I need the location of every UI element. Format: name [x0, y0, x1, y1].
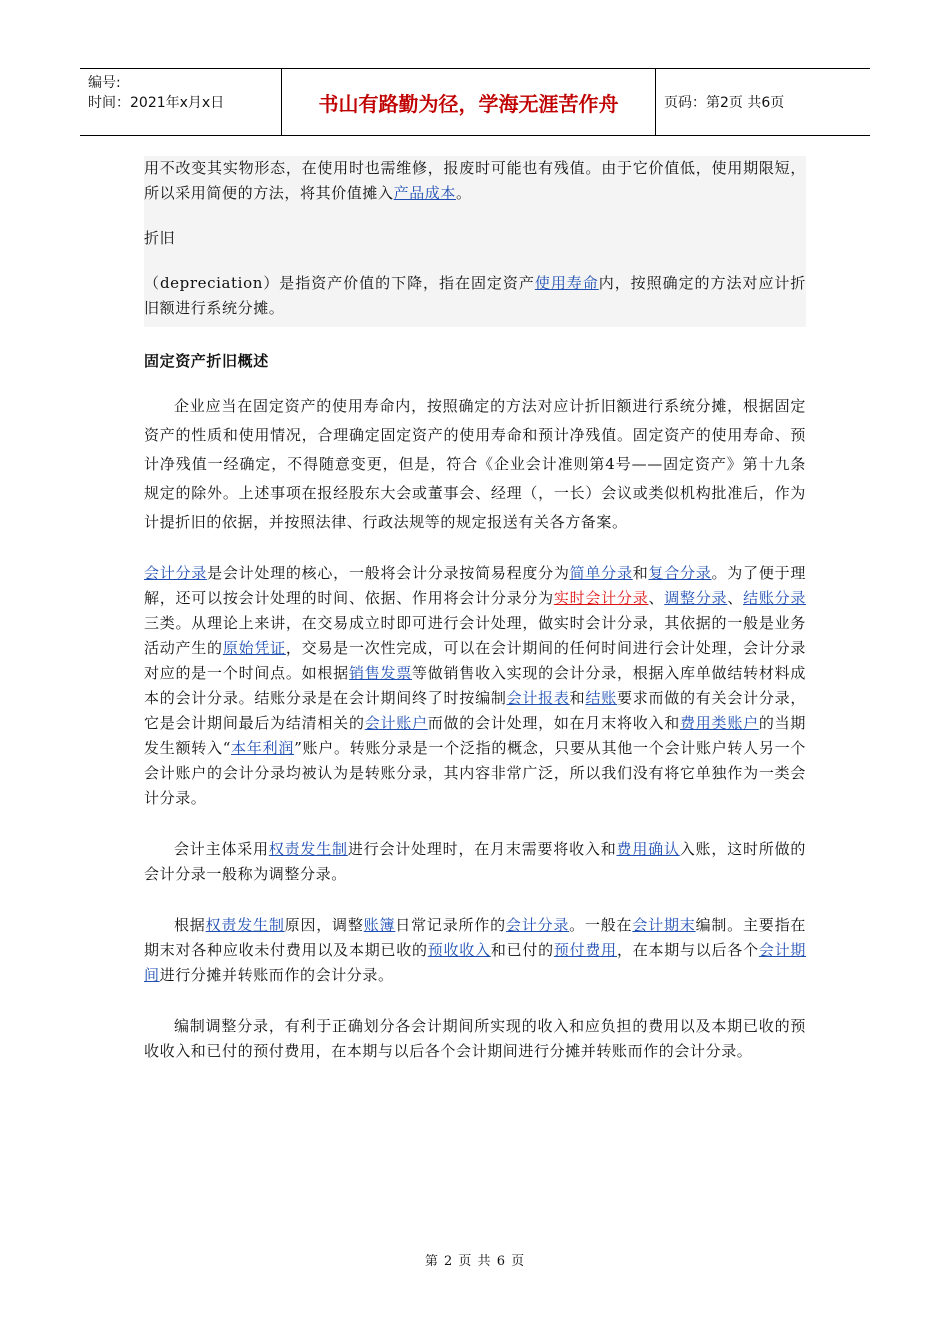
link-journal-entry-2[interactable]: 会计分录 [505, 916, 570, 934]
header-page-label: 页码：第2页 共6页 [664, 95, 785, 111]
paragraph-accrual [144, 837, 806, 887]
link-unearned-revenue[interactable]: 预收收入 [427, 941, 491, 959]
link-closing-entry[interactable]: 结账分录 [743, 589, 806, 607]
link-ledger[interactable]: 账簿 [363, 916, 396, 934]
header-meta [80, 69, 282, 135]
link-accrual-basis-2[interactable]: 权责发生制 [205, 916, 285, 934]
page-header [80, 68, 870, 136]
text: 会计主体采用 [174, 840, 269, 858]
link-journal-entry[interactable]: 会计分录 [144, 564, 208, 582]
text: 的当期发生额转入“ [144, 714, 806, 757]
text: 折旧 [144, 229, 176, 247]
text: 是会计处理的核心，一般将会计分录按简易程度分为 [207, 564, 570, 582]
page-footer: 第 2 页 共 6 页 [424, 1254, 526, 1269]
link-period-end[interactable]: 会计期末 [632, 916, 696, 934]
grey-block [144, 156, 806, 327]
link-sales-invoice[interactable]: 销售发票 [348, 664, 413, 682]
link-adjusting-entry[interactable]: 调整分录 [664, 589, 728, 607]
text: 进行会计处理时，在月末需要将收入和 [347, 840, 617, 858]
paragraph-depreciation-term [144, 226, 806, 251]
document-body [144, 156, 806, 1064]
link-accrual-basis[interactable]: 权责发生制 [268, 840, 348, 858]
link-closing[interactable]: 结账 [585, 689, 617, 707]
text: 和 [632, 564, 649, 582]
text: 编制调整分录，有利于正确划分各会计期间所实现的收入和应负担的费用以及本期已收的预收收入和已付的预付费用，在本期与以后各个会计期间进行分摊并转账而作的会计分录。 [144, 1017, 806, 1060]
link-simple-entry[interactable]: 简单分录 [569, 564, 633, 582]
text: 。一般在 [569, 916, 633, 934]
link-current-year-profit[interactable]: 本年利润 [230, 739, 295, 757]
link-useful-life[interactable]: 使用寿命 [534, 274, 599, 292]
link-prepaid-expense[interactable]: 预付费用 [553, 941, 617, 959]
text: 等做销售收入实现的会计分录，根据入库单做结转材料成本的会计分录。结账分录是在会计期间终了时按编制 [144, 664, 806, 707]
text: 根据 [174, 916, 206, 934]
number-label: 编号: [88, 75, 121, 91]
link-product-cost[interactable]: 产品成本 [393, 184, 457, 202]
paragraph-overview [144, 392, 806, 537]
paragraph-adjusting [144, 913, 806, 988]
link-expense-recognition[interactable]: 费用确认 [616, 840, 680, 858]
paragraph-depreciation-definition [144, 271, 806, 321]
text: 和已付的 [490, 941, 554, 959]
text: 、 [648, 589, 665, 607]
text: 、 [727, 589, 744, 607]
text: （depreciation）是指资产价值的下降，指在固定资产 [144, 274, 535, 292]
text: 。 [456, 184, 472, 202]
text: 三类。从理论上来讲，在交易成立时即可进行会计处理，做实时会计分录，其依据的一般是业务活动产生的 [144, 614, 806, 657]
text: ，交易是一次性完成，可以在会计期间的任何时间进行会计处理，会计分录对应的是一个时间点。如根据 [144, 639, 806, 682]
text: 进行分摊并转账而作的会计分录。 [159, 966, 394, 984]
link-compound-entry[interactable]: 复合分录 [648, 564, 712, 582]
text: 原因，调整 [284, 916, 364, 934]
text: 企业应当在固定资产的使用寿命内，按照确定的方法对应计折旧额进行系统分摊，根据固定资产的性质和使用情况，合理确定固定资产的使用寿命和预计净残值。固定资产的使用寿命、预计净残值一经确定，不得随意变更，但是，符合《企业会计准则第4号——固定资产》第十九条规定的除外。上述事项在报经股东大会或董事会、经理（，一长）会议或类似机构批准后，作为计提折旧的依据，并按照法律、行政法规等的规定报送有关各方备案。 [144, 397, 806, 531]
text: 日常记录所作的 [395, 916, 506, 934]
date-label: 时间：2021年x月x日 [88, 95, 225, 111]
paragraph-prepare-adjusting [144, 1014, 806, 1064]
link-expense-account[interactable]: 费用类账户 [680, 714, 759, 732]
section-heading: 固定资产折旧概述 [144, 352, 269, 370]
text: 要求而做的有关会计分录，它是会计期间最后为结清相关的 [144, 689, 806, 732]
paragraph-journal-entries [144, 561, 806, 811]
text: 和 [569, 689, 586, 707]
link-realtime-entry[interactable]: 实时会计分录 [553, 589, 649, 607]
link-accounting-statements[interactable]: 会计报表 [506, 689, 570, 707]
text: ，在本期与以后各个 [616, 941, 759, 959]
text: 编制。主要指在期末对各种应收未付费用以及本期已收的 [144, 916, 807, 959]
text: 内，按照确定的方法对应计折旧额进行系统分摊。 [144, 274, 806, 317]
text: 。为了便于理解，还可以按会计处理的时间、依据、作用将会计分录分为 [144, 564, 806, 607]
text: 而做的会计处理，如在月末将收入和 [427, 714, 681, 732]
link-source-document[interactable]: 原始凭证 [222, 639, 286, 657]
header-motto: 书山有路勤为径，学海无涯苦作舟 [282, 69, 656, 135]
text: 入账，这时所做的会计分录一般称为调整分录。 [144, 840, 806, 883]
text: ”账户。转账分录是一个泛指的概念，只要从其他一个会计账户转人另一个会计账户的会计分录均被认为是转账分录，其内容非常广泛，所以我们没有将它单独作为一类会计分录。 [144, 739, 806, 807]
text: 用不改变其实物形态，在使用时也需维修，报废时可能也有残值。由于它价值低，使用期限短，所以采用简便的方法，将其价值摊入 [144, 159, 806, 202]
link-accounting-account[interactable]: 会计账户 [364, 714, 428, 732]
paragraph-1 [144, 156, 806, 206]
link-accounting-period[interactable]: 会计期间 [144, 941, 806, 984]
